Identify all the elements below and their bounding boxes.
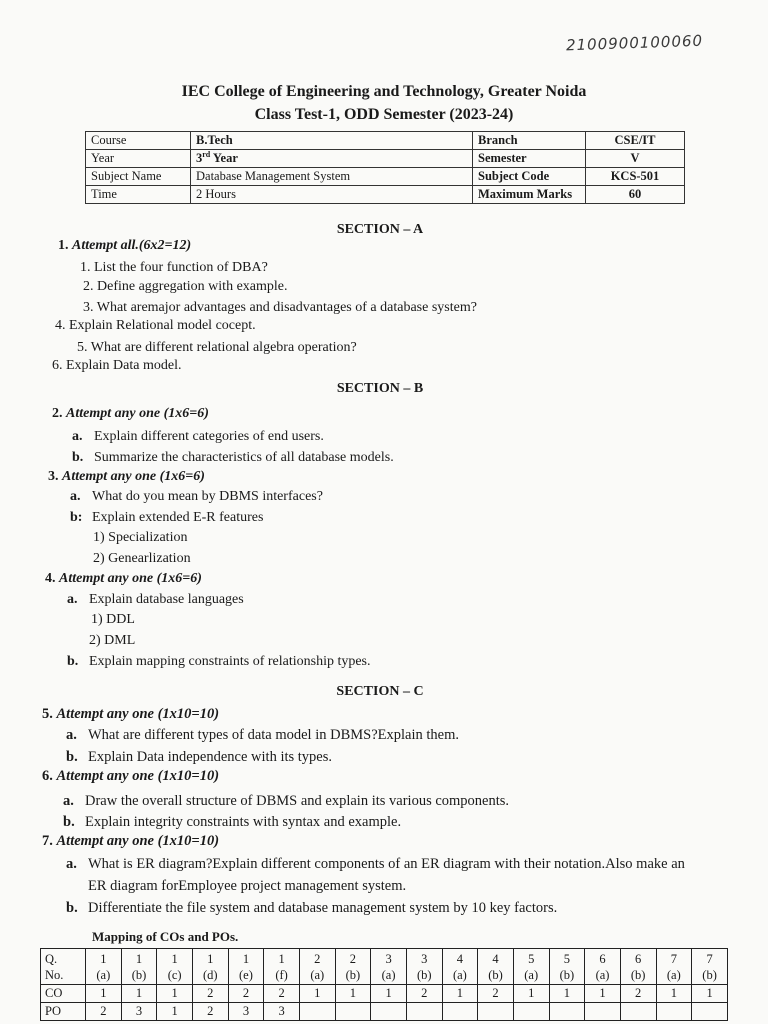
subject-code-value: KCS-501 xyxy=(586,168,685,186)
q-no-cell xyxy=(192,949,228,985)
co-cell: 1 xyxy=(157,985,193,1003)
subject-value: Database Management System xyxy=(191,168,473,186)
question-part: (a) xyxy=(381,967,396,982)
q7-option-a xyxy=(66,853,706,897)
co-cell: 2 xyxy=(478,985,514,1003)
q2-option-a xyxy=(72,428,324,446)
question-number: 1 xyxy=(171,951,178,966)
q6-heading xyxy=(42,767,219,785)
q7-instruction: Attempt any one (1x10=10) xyxy=(56,833,220,849)
year-suffix: rd xyxy=(202,149,211,159)
option-text: Explain different categories of end users. xyxy=(94,429,324,444)
item-label: 3. xyxy=(83,300,94,315)
question-number: 5 xyxy=(528,951,535,966)
q1-item-3 xyxy=(83,299,477,317)
co-cell: 2 xyxy=(264,985,300,1003)
year-number: 3 xyxy=(196,151,203,165)
co-cell: 2 xyxy=(192,985,228,1003)
co-cell: 1 xyxy=(549,985,585,1003)
question-part: (f) xyxy=(275,967,288,982)
q6-number: 6. xyxy=(42,768,53,784)
co-row xyxy=(41,985,728,1003)
po-cell xyxy=(406,1003,442,1021)
info-row-subject xyxy=(86,168,685,186)
q-label: Q. xyxy=(45,951,58,966)
q5-option-b xyxy=(66,748,332,766)
q4-option-b xyxy=(67,653,371,671)
option-label: a. xyxy=(70,489,81,504)
option-label: a. xyxy=(66,856,77,872)
info-row-time xyxy=(86,186,685,204)
co-cell: 1 xyxy=(371,985,407,1003)
q7-number: 7. xyxy=(42,833,53,849)
q7-option-b xyxy=(66,899,557,917)
q-no-cell xyxy=(264,949,300,985)
question-part: (b) xyxy=(488,967,503,982)
question-part: (b) xyxy=(345,967,361,982)
po-cell: 1 xyxy=(157,1003,193,1021)
question-number: 5 xyxy=(563,951,570,966)
question-part: (b) xyxy=(630,967,646,982)
q5-heading xyxy=(42,705,219,723)
po-cell xyxy=(299,1003,335,1021)
handwritten-roll-number: 2100900100060 xyxy=(565,31,704,55)
branch-value: CSE/IT xyxy=(586,132,685,150)
question-number: 1 xyxy=(242,951,250,966)
po-cell xyxy=(442,1003,478,1021)
question-part: (a) xyxy=(524,967,539,982)
q6-instruction: Attempt any one (1x10=10) xyxy=(56,768,220,784)
item-text: What aremajor advantages and disadvantages of a database system? xyxy=(96,300,477,315)
item-text: Explain Relational model cocept. xyxy=(69,318,256,333)
item-label: 6. xyxy=(52,358,63,373)
item-label: 5. xyxy=(77,340,88,355)
option-label: b. xyxy=(72,450,84,465)
q-no-cell xyxy=(228,949,264,985)
q-no-cell xyxy=(442,949,478,985)
item-label: 4. xyxy=(55,318,66,333)
q3-option-b xyxy=(70,509,263,527)
co-cell: 1 xyxy=(86,985,122,1003)
q4-option-a xyxy=(67,591,244,609)
co-cell: 1 xyxy=(656,985,692,1003)
q3-instruction: Attempt any one (1x6=6) xyxy=(62,469,205,484)
po-cell: 3 xyxy=(264,1003,300,1021)
course-label: Course xyxy=(86,132,191,150)
section-a-title: SECTION – A xyxy=(336,222,424,237)
q2-number: 2. xyxy=(52,406,63,421)
question-number: 6 xyxy=(635,951,642,966)
po-cell xyxy=(478,1003,514,1021)
question-number: 4 xyxy=(492,951,499,966)
subject-label: Subject Name xyxy=(86,168,191,186)
co-cell: 1 xyxy=(299,985,335,1003)
option-text: What is ER diagram?Explain different components of an ER diagram with their notation.Also make an ER diagram forEmployee project management system. xyxy=(88,856,685,894)
po-row xyxy=(41,1003,728,1021)
question-part: (e) xyxy=(239,967,253,982)
q-no-cell xyxy=(121,949,157,985)
po-cell xyxy=(620,1003,656,1021)
option-label: b. xyxy=(66,900,78,916)
q-no-cell xyxy=(371,949,407,985)
q-no-cell xyxy=(513,949,549,985)
q3-heading xyxy=(48,468,205,486)
section-b-title: SECTION – B xyxy=(336,381,424,396)
option-label: b: xyxy=(70,510,83,525)
co-cell: 2 xyxy=(228,985,264,1003)
co-cell: 2 xyxy=(406,985,442,1003)
course-value: B.Tech xyxy=(191,132,473,150)
co-cell: 1 xyxy=(121,985,157,1003)
option-label: b. xyxy=(67,654,79,669)
q7-heading xyxy=(42,832,219,850)
question-part: (b) xyxy=(131,967,147,982)
year-word: Year xyxy=(210,151,238,165)
q4-heading xyxy=(45,570,202,588)
po-cell xyxy=(656,1003,692,1021)
time-value: 2 Hours xyxy=(191,186,473,204)
question-part: (a) xyxy=(452,967,467,982)
item-text: Define aggregation with example. xyxy=(97,279,288,294)
question-number: 6 xyxy=(599,951,606,966)
co-cell: 1 xyxy=(585,985,621,1003)
option-text: Explain extended E-R features xyxy=(92,510,264,525)
option-text: Explain mapping constraints of relationship types. xyxy=(89,654,371,669)
co-cell: 1 xyxy=(335,985,371,1003)
item-text: List the four function of DBA? xyxy=(94,260,268,275)
option-label: a. xyxy=(63,793,74,809)
q1-item-2 xyxy=(83,278,287,296)
q1-item-1 xyxy=(80,259,268,277)
question-number: 1 xyxy=(135,951,143,966)
question-number: 7 xyxy=(706,951,713,966)
option-text: Explain integrity constraints with syntax and example. xyxy=(85,814,402,830)
q4-instruction: Attempt any one (1x6=6) xyxy=(59,571,202,586)
q-no-cell xyxy=(478,949,514,985)
year-value xyxy=(191,150,473,168)
option-text: Summarize the characteristics of all database models. xyxy=(94,450,394,465)
q-no-cell xyxy=(692,949,728,985)
item-text: What are different relational algebra operation? xyxy=(90,340,357,355)
question-part: (b) xyxy=(559,967,575,982)
q5-number: 5. xyxy=(42,706,53,722)
q5-option-a xyxy=(66,726,459,744)
q1-heading xyxy=(58,237,191,255)
option-label: a. xyxy=(67,592,78,607)
question-part: (b) xyxy=(702,967,717,982)
q-no-header xyxy=(41,949,86,985)
po-cell xyxy=(692,1003,728,1021)
q6-option-b xyxy=(63,813,401,831)
option-label: b. xyxy=(66,749,78,765)
question-part: (b) xyxy=(416,967,432,982)
co-po-mapping-table xyxy=(40,948,728,1021)
q3-sub-item: 2) Genearlization xyxy=(93,551,191,566)
question-part: (a) xyxy=(595,967,610,982)
q3-sub-item: 1) Specialization xyxy=(93,530,188,545)
q2-instruction: Attempt any one (1x6=6) xyxy=(66,406,209,421)
q1-item-4 xyxy=(55,317,256,335)
option-label: a. xyxy=(72,429,83,444)
co-label: CO xyxy=(41,985,86,1003)
max-marks-value: 60 xyxy=(586,186,685,204)
question-number: 2 xyxy=(349,951,357,966)
item-text: Explain Data model. xyxy=(66,358,182,373)
max-marks-label: Maximum Marks xyxy=(473,186,586,204)
question-part: (c) xyxy=(167,967,182,982)
semester-value: V xyxy=(586,150,685,168)
question-part: (d) xyxy=(203,967,218,982)
no-label: No. xyxy=(45,967,64,982)
q1-item-5 xyxy=(77,339,357,357)
test-title: Class Test-1, ODD Semester (2023-24) xyxy=(254,106,514,123)
option-text: What are different types of data model in DBMS?Explain them. xyxy=(88,727,459,743)
q3-option-a xyxy=(70,488,323,506)
q1-instruction: Attempt all.(6x2=12) xyxy=(72,238,192,253)
question-number-row xyxy=(41,949,728,985)
po-cell: 3 xyxy=(228,1003,264,1021)
question-number: 3 xyxy=(385,951,392,966)
mapping-title: Mapping of COs and POs. xyxy=(92,929,239,944)
college-title: IEC College of Engineering and Technology, Greater Noida xyxy=(181,83,587,100)
q-no-cell xyxy=(620,949,656,985)
info-row-year xyxy=(86,150,685,168)
q-no-cell xyxy=(157,949,193,985)
question-number: 1 xyxy=(207,951,214,966)
question-number: 7 xyxy=(670,951,677,966)
po-cell xyxy=(371,1003,407,1021)
question-number: 1 xyxy=(100,951,107,966)
q-no-cell xyxy=(585,949,621,985)
question-number: 3 xyxy=(421,951,428,966)
q6-option-a xyxy=(63,792,509,810)
co-cell: 1 xyxy=(442,985,478,1003)
option-text: Draw the overall structure of DBMS and explain its various components. xyxy=(85,793,510,809)
po-label: PO xyxy=(41,1003,86,1021)
q4-sub-item: 2) DML xyxy=(89,633,136,648)
q5-instruction: Attempt any one (1x10=10) xyxy=(56,706,220,722)
time-label: Time xyxy=(86,186,191,204)
question-part: (a) xyxy=(96,967,111,982)
option-label: a. xyxy=(66,727,77,743)
po-cell: 2 xyxy=(192,1003,228,1021)
q-no-cell xyxy=(335,949,371,985)
option-text: Differentiate the file system and database management system by 10 key factors. xyxy=(88,900,558,916)
option-text: What do you mean by DBMS interfaces? xyxy=(92,489,323,504)
question-number: 4 xyxy=(456,951,464,966)
q1-item-6 xyxy=(52,357,181,375)
po-cell xyxy=(585,1003,621,1021)
q2-heading xyxy=(52,405,209,423)
q4-number: 4. xyxy=(45,571,56,586)
course-info-table xyxy=(85,131,685,204)
q1-number: 1. xyxy=(58,238,69,253)
branch-label: Branch xyxy=(473,132,586,150)
question-number: 1 xyxy=(278,951,285,966)
year-label: Year xyxy=(86,150,191,168)
co-cell: 1 xyxy=(692,985,728,1003)
q-no-cell xyxy=(656,949,692,985)
q-no-cell xyxy=(549,949,585,985)
po-cell xyxy=(549,1003,585,1021)
q2-option-b xyxy=(72,449,394,467)
item-label: 1. xyxy=(80,260,91,275)
item-label: 2. xyxy=(83,279,94,294)
section-c-title: SECTION – C xyxy=(336,684,424,699)
po-cell xyxy=(513,1003,549,1021)
info-row-course xyxy=(86,132,685,150)
q4-sub-item: 1) DDL xyxy=(91,612,135,627)
question-part: (a) xyxy=(666,967,681,982)
q-no-cell xyxy=(406,949,442,985)
co-cell: 1 xyxy=(513,985,549,1003)
question-part: (a) xyxy=(310,967,325,982)
question-number: 2 xyxy=(314,951,321,966)
co-cell: 2 xyxy=(620,985,656,1003)
po-cell xyxy=(335,1003,371,1021)
q-no-cell xyxy=(299,949,335,985)
semester-label: Semester xyxy=(473,150,586,168)
option-text: Explain Data independence with its types. xyxy=(88,749,333,765)
option-label: b. xyxy=(63,814,75,830)
q-no-cell xyxy=(86,949,122,985)
q3-number: 3. xyxy=(48,469,59,484)
option-text: Explain database languages xyxy=(89,592,244,607)
po-cell: 3 xyxy=(121,1003,157,1021)
subject-code-label: Subject Code xyxy=(473,168,586,186)
po-cell: 2 xyxy=(86,1003,122,1021)
